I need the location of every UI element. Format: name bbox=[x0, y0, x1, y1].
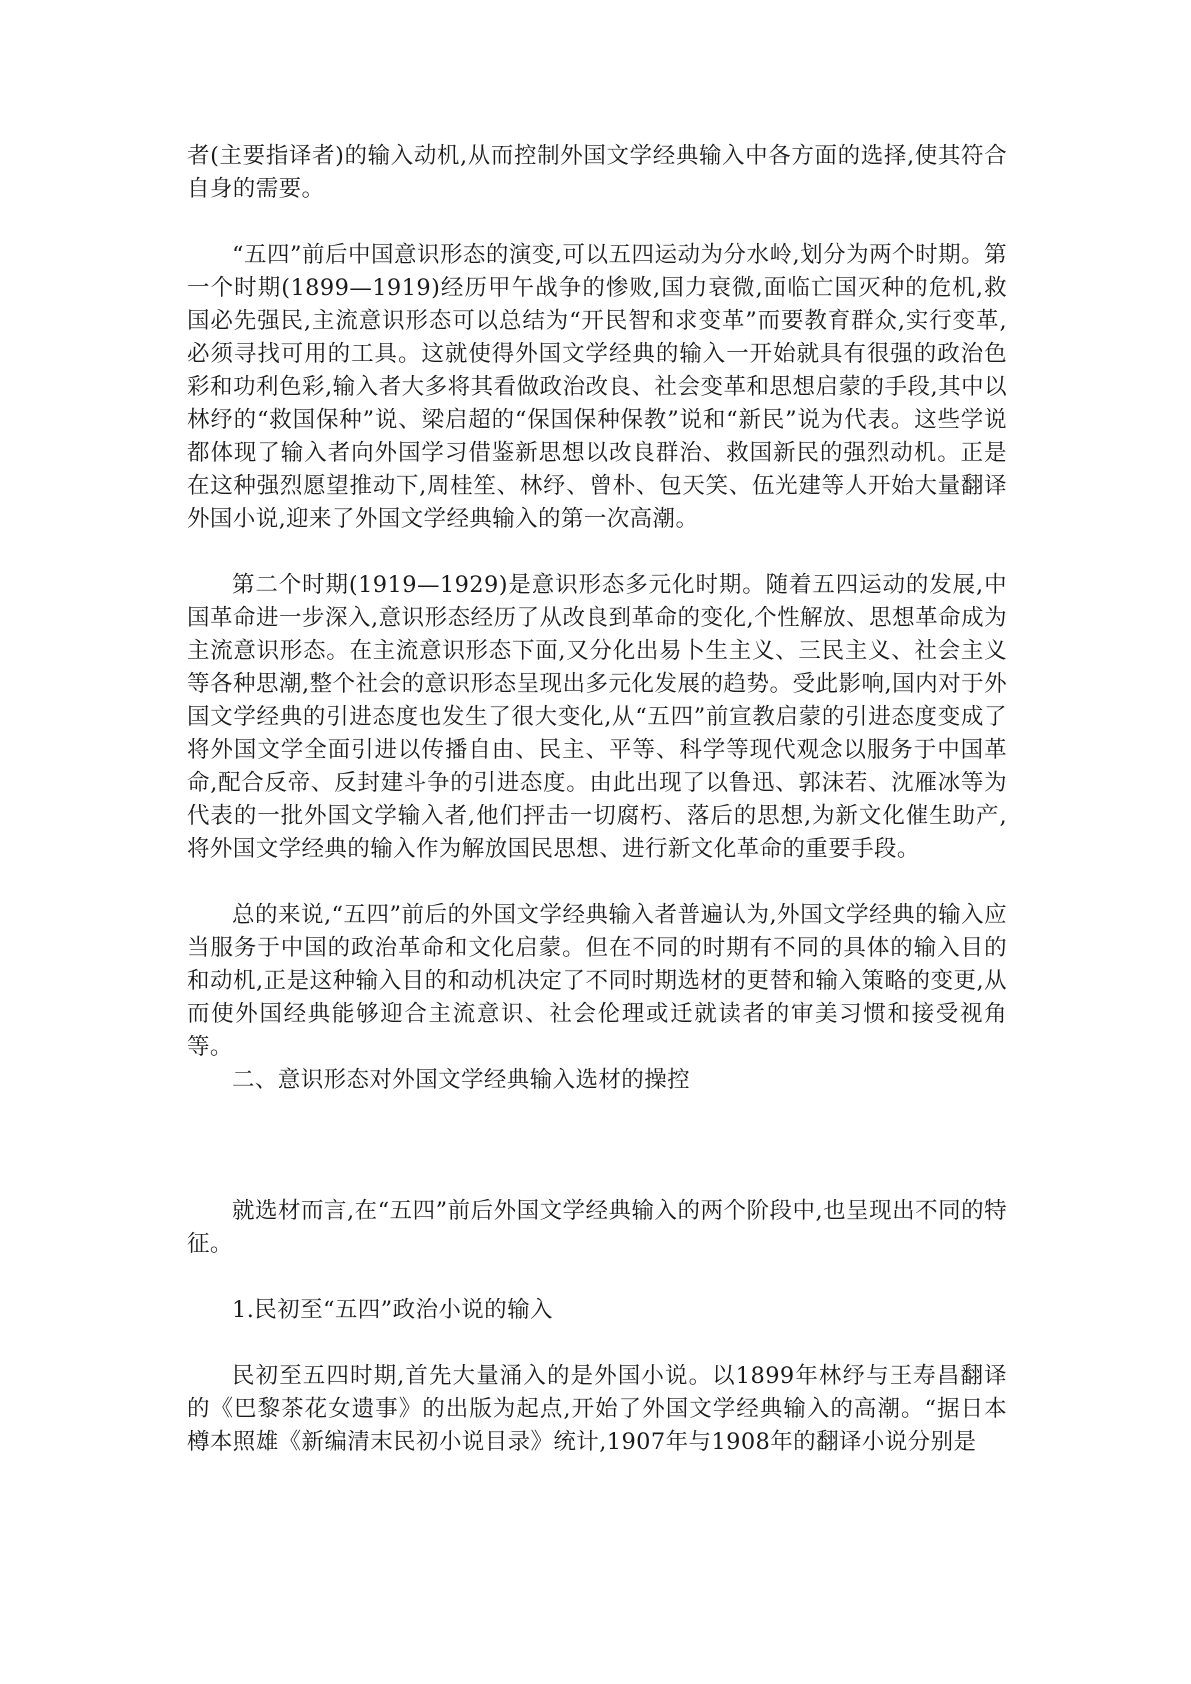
paragraph-second-period: 第二个时期(1919—1929)是意识形态多元化时期。随着五四运动的发展,中国革命进一步深入,意识形态经历了从改良到革命的变化,个性解放、思想革命成为主流意识形态。在主流意识形态下面,又分化出易卜生主义、三民主义、社会主义等各种思潮,整个社会的意识形态呈现出多元化发展的趋势。受此影响,国内对于外国文学经典的引进态度也发生了很大变化,从“五四”前宣教启蒙的引进态度变成了将外国文学全面引进以传播自由、民主、平等、科学等现代观念以服务于中国革命,配合反帝、反封建斗争的引进态度。由此出现了以鲁迅、郭沫若、沈雁冰等为代表的一批外国文学输入者,他们抨击一切腐朽、落后的思想,为新文化催生助产,将外国文学经典的输入作为解放国民思想、进行新文化革命的重要手段。 bbox=[187, 572, 1007, 862]
paragraph-early-republic: 民初至五四时期,首先大量涌入的是外国小说。以1899年林纾与王寿昌翻译的《巴黎茶花女遗事》的出版为起点,开始了外国文学经典输入的高潮。“据日本樽本照雄《新编清末民初小说目录》统计,1907年与1908年的翻译小说分别是 bbox=[187, 1363, 1007, 1455]
paragraph-continuation: 者(主要指译者)的输入动机,从而控制外国文学经典输入中各方面的选择,使其符合自身的需要。 bbox=[187, 143, 1007, 202]
paragraph-ideology-evolution: “五四”前后中国意识形态的演变,可以五四运动为分水岭,划分为两个时期。第一个时期(1899—1919)经历甲午战争的惨败,国力衰微,面临亡国灭种的危机,救国必先强民,主流意识形态可以总结为“开民智和求变革”而要教育群众,实行变革,必须寻找可用的工具。这就使得外国文学经典的输入一开始就具有很强的政治色彩和功利色彩,输入者大多将其看做政治改良、社会变革和思想启蒙的手段,其中以林纾的“救国保种”说、梁启超的“保国保种保教”说和“新民”说为代表。这些学说都体现了输入者向外国学习借鉴新思想以改良群治、救国新民的强烈动机。正是在这种强烈愿望推动下,周桂笙、林纾、曾朴、包天笑、伍光建等人开始大量翻译外国小说,迎来了外国文学经典输入的第一次高潮。 bbox=[187, 242, 1007, 532]
subsection-heading: 1.民初至“五四”政治小说的输入 bbox=[232, 1297, 553, 1323]
document-page bbox=[187, 140, 1007, 1459]
paragraph-selection-intro: 就选材而言,在“五四”前后外国文学经典输入的两个阶段中,也呈现出不同的特征。 bbox=[187, 1198, 1007, 1257]
section-heading: 二、意识形态对外国文学经典输入选材的操控 bbox=[232, 1067, 691, 1093]
paragraph-summary: 总的来说,“五四”前后的外国文学经典输入者普遍认为,外国文学经典的输入应当服务于中国的政治革命和文化启蒙。但在不同的时期有不同的具体的输入目的和动机,正是这种输入目的和动机决定了不同时期选材的更替和输入策略的变更,从而使外国经典能够迎合主流意识、社会伦理或迁就读者的审美习惯和接受视角等。 bbox=[187, 902, 1007, 1060]
